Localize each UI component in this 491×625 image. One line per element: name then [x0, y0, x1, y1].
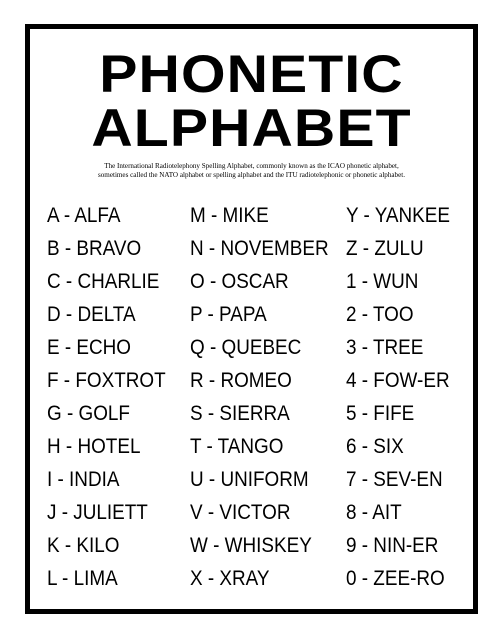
alphabet-entry: A - ALFA	[47, 204, 121, 227]
alphabet-entry: 3 - TREE	[346, 336, 424, 359]
alphabet-entry: L - LIMA	[47, 567, 118, 590]
alphabet-entry: 7 - SEV-EN	[346, 468, 443, 491]
alphabet-entry: Z - ZULU	[346, 237, 424, 260]
alphabet-entry: V - VICTOR	[190, 501, 291, 524]
alphabet-entry: M - MIKE	[190, 204, 269, 227]
alphabet-entry: T - TANGO	[190, 435, 284, 458]
subtitle-line-1: The International Radiotelephony Spelling Alphabet, commonly known as the ICAO phonetic alphabet,	[104, 162, 399, 170]
alphabet-column-2	[190, 199, 329, 595]
alphabet-entry: F - FOXTROT	[47, 369, 166, 392]
alphabet-entry: R - ROMEO	[190, 369, 292, 392]
subtitle	[36, 162, 467, 180]
alphabet-entry: H - HOTEL	[47, 435, 141, 458]
alphabet-entry: D - DELTA	[47, 303, 136, 326]
alphabet-entry: 8 - AIT	[346, 501, 402, 524]
alphabet-entry: C - CHARLIE	[47, 270, 160, 293]
alphabet-entry: O - OSCAR	[190, 270, 289, 293]
page-title-line-1: PHONETIC	[99, 45, 404, 104]
page-title-line-2: ALPHABET	[91, 99, 412, 158]
alphabet-entry: P - PAPA	[190, 303, 267, 326]
alphabet-entry: W - WHISKEY	[190, 534, 312, 557]
alphabet-entry: 1 - WUN	[346, 270, 419, 293]
alphabet-column-1	[47, 199, 166, 595]
alphabet-entry: G - GOLF	[47, 402, 130, 425]
subtitle-line-2: sometimes called the NATO alphabet or spelling alphabet and the ITU radiotelephonic or phonetic alphabet.	[98, 171, 405, 179]
alphabet-entry: X - XRAY	[190, 567, 270, 590]
alphabet-entry: 9 - NIN-ER	[346, 534, 439, 557]
alphabet-entry: S - SIERRA	[190, 402, 290, 425]
alphabet-entry: Q - QUEBEC	[190, 336, 302, 359]
alphabet-entry: 2 - TOO	[346, 303, 414, 326]
alphabet-entry: I - INDIA	[47, 468, 120, 491]
alphabet-entry: Y - YANKEE	[346, 204, 451, 227]
alphabet-entry: 5 - FIFE	[346, 402, 415, 425]
alphabet-entry: U - UNIFORM	[190, 468, 309, 491]
alphabet-entry: N - NOVEMBER	[190, 237, 329, 260]
alphabet-entry: E - ECHO	[47, 336, 132, 359]
alphabet-entry: 4 - FOW-ER	[346, 369, 450, 392]
alphabet-entry: K - KILO	[47, 534, 120, 557]
alphabet-entry: 0 - ZEE-RO	[346, 567, 445, 590]
alphabet-entry: 6 - SIX	[346, 435, 404, 458]
poster-frame	[25, 24, 478, 614]
alphabet-entry: B - BRAVO	[47, 237, 142, 260]
alphabet-column-3	[346, 199, 450, 595]
alphabet-entry: J - JULIETT	[47, 501, 148, 524]
